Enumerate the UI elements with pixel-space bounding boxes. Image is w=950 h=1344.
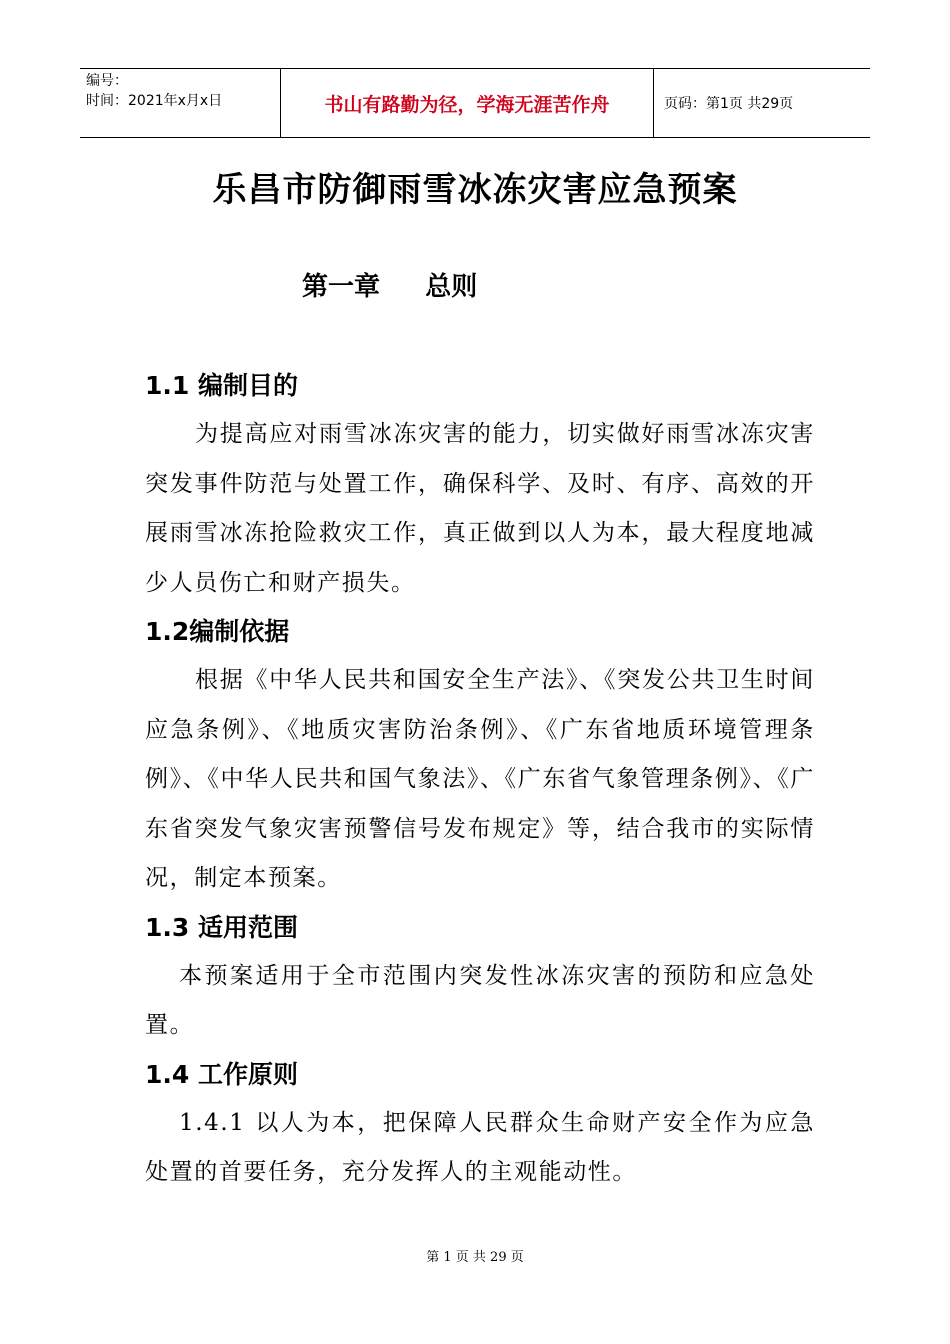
header-meta [80,69,281,137]
page-footer: 第 1 页 共 29 页 [426,1250,524,1265]
header-page-info: 页码：第1页 共29页 [664,96,794,112]
section-heading-1-3: 1.3 适用范围 [145,912,298,942]
document-number-label: 编号： [86,73,128,89]
document-time-label: 时间：2021年x月x日 [86,93,223,109]
section-heading-1-2: 1.2编制依据 [145,617,290,646]
document-body [145,362,815,1198]
section-heading-1-4: 1.4 工作原则 [145,1059,298,1089]
section-text-1-4: 1.4.1 以人为本，把保障人民群众生命财产安全作为应急处置的首要任务，充分发挥人的主观能动性。 [145,1109,815,1185]
section-text-1-1: 为提高应对雨雪冰冻灾害的能力，切实做好雨雪冰冻灾害突发事件防范与处置工作，确保科学、及时、有序、高效的开展雨雪冰冻抢险救灾工作，真正做到以人为本，最大程度地减少人员伤亡和财产损失。 [145,421,815,596]
chapter-heading: 第一章 总则 [302,272,478,302]
header-table [80,68,870,138]
section-text-1-2: 根据《中华人民共和国安全生产法》、《突发公共卫生时间应急条例》、《地质灾害防治条例》、《广东省地质环境管理条例》、《中华人民共和国气象法》、《广东省气象管理条例》、《广东省突发气象灾害预警信号发布规定》等，结合我市的实际情况，制定本预案。 [145,667,815,891]
section-heading-1-1: 1.1 编制目的 [145,371,298,400]
header-motto: 书山有路勤为径，学海无涯苦作舟 [281,69,654,137]
section-text-1-3: 本预案适用于全市范围内突发性冰冻灾害的预防和应急处置。 [145,962,815,1038]
document-title: 乐昌市防御雨雪冰冻灾害应急预案 [212,170,738,210]
